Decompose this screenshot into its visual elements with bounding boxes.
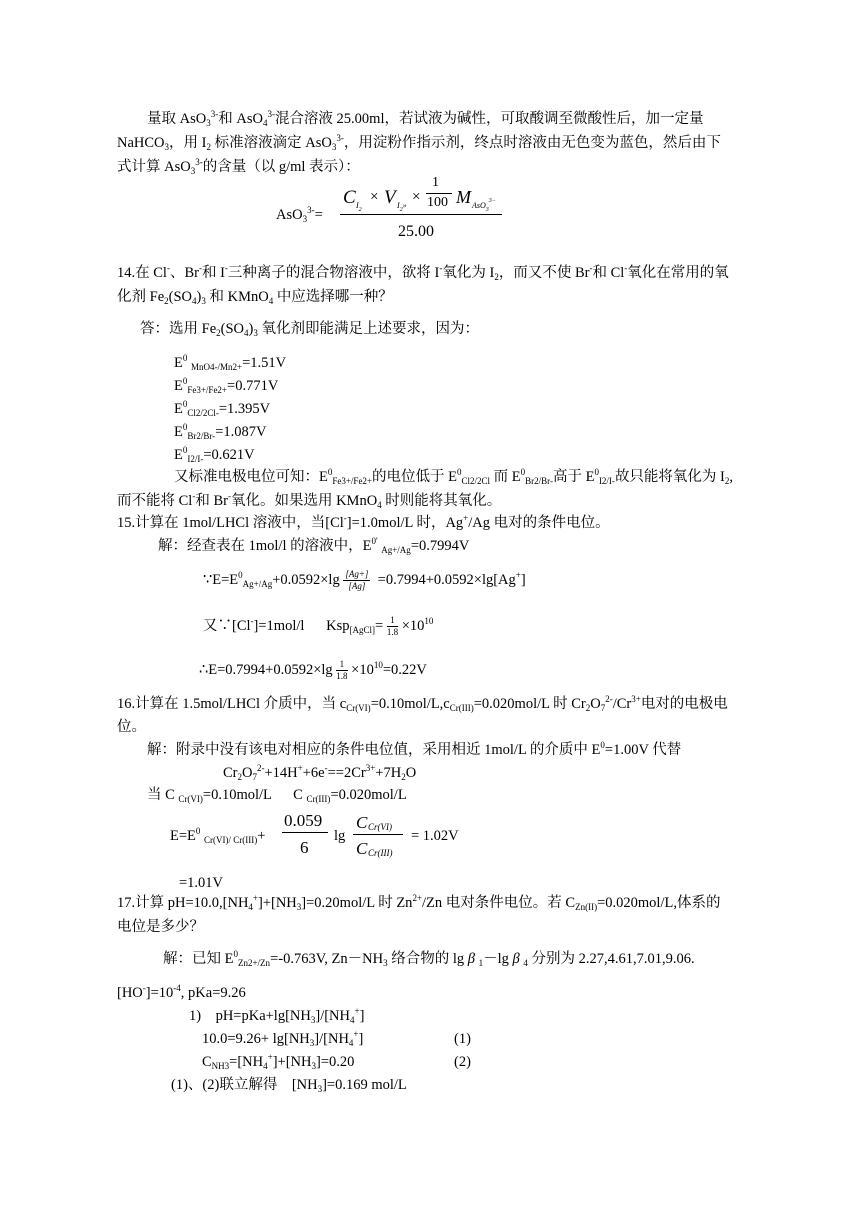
q17-sub-4: (1)、(2)联立解得 $[NH_3]=0.169$ mol/L bbox=[171, 1077, 407, 1094]
q15-step-1: 解：经查表在 1mol/l 的溶液中，$E^{0'}$ $_{Ag+/Ag}$=0.7994V bbox=[158, 536, 470, 555]
q16-result: =1.01V bbox=[179, 875, 224, 891]
formula-denominator: 25.00 bbox=[398, 223, 434, 240]
potential-i: $E^0_{I2/I-}=0.621V$ bbox=[174, 445, 255, 464]
q15-step-3: 又∵[Cl-]=1mol/l Ksp$_{[AgCl]}$= $\frac{1}{1.8}$ $\times 10^{10}$ bbox=[203, 615, 434, 637]
q14-answer: 答：选用 $Fe_2(SO_4)_3$ 氧化剂即能满足上述要求，因为： bbox=[140, 321, 479, 338]
q16-concentrations: 当 C $_{Cr(VI)}$=0.10mol/L C $_{Cr(III)}$=0.020mol/L bbox=[147, 787, 407, 804]
q17-sub-3: $C_{NH3}=[NH_4^+]+[NH_3]=0.20$ bbox=[202, 1052, 355, 1071]
q17-eq-number-2: (2) bbox=[454, 1054, 471, 1070]
q17-eq-number-1: (1) bbox=[454, 1031, 471, 1047]
assay-formula: C $I_2$ × V $I_2$» × 1 100 M AsO$_3^{3-}$ 25.00 bbox=[340, 180, 502, 215]
q16-line-2: 位。 bbox=[117, 719, 146, 735]
q16-line-1: 16.计算在 1.5mol/LHCl 介质中，当 $c_{Cr(VI)}=0.10mol/L,c_{Cr(III)}=0.020mol/L$ 时 $Cr_2O_7^{2-}/Cr^{3+}$电对的电极电 bbox=[117, 694, 728, 713]
potential-br: $E^0_{Br2/Br-}=1.087V$ bbox=[174, 422, 267, 441]
q14-line-2: 化剂 $Fe_2(SO_4)_3$ 和 KMnO$_4$ 中应选择哪一种？ bbox=[117, 289, 393, 306]
q17-line-1: 17.计算 $pH=10.0,[NH_4^+]+[NH_3]=0.20mol/L$ 时 $Zn^{2+}/Zn$ 电对条件电位。若 $C_{Zn(II)}=0.020mol/L$,体系的 bbox=[117, 893, 721, 912]
q16-equation: $E=E^0$ $_{Cr(VI)/ Cr(III)}$+ 0.059 6 lg C Cr(VI) C Cr(III) = 1.02V bbox=[170, 811, 459, 858]
potential-mno4: $E^0$ $_{MnO4-/Mn2+}$=1.51V bbox=[174, 353, 287, 372]
q16-reaction: $Cr_2O_7^{2-}+14H^++6e^-==2Cr^{3+}+7H_2O$ bbox=[223, 763, 417, 782]
potential-fe: $E^0_{Fe3+/Fe2+}=0.771V$ bbox=[174, 376, 279, 395]
q14-conclusion-2: 而不能将 Cl-和 Br-氧化。如果选用 KMnO$_4$ 时则能将其氧化。 bbox=[117, 491, 502, 510]
q16-step-1: 解：附录中没有该电对相应的条件电位值，采用相近 1mol/L 的介质中 $E^0=1.00V$ 代替 bbox=[147, 740, 682, 758]
q17-step-1: 解：已知 $E^0_{Zn2+/Zn}=-0.763V$, $Zn-NH_3$ 络合物的 lg β $_1$－lg β $_4$ 分别为 2.27,4.61,7.01,9.06. bbox=[163, 949, 695, 968]
q14-line-1: 14.在 Cl-、Br-和 I-三种离子的混合物溶液中，欲将 I-氧化为 $I_2$，而又不使 Br-和 Cl-氧化在常用的氧 bbox=[117, 263, 729, 282]
para-line-2: NaHCO$_3$，用 $I_2$ 标准溶液滴定 AsO$_3^{3-}$，用淀粉作指示剂，终点时溶液由无色变为蓝色，然后由下 bbox=[117, 133, 721, 152]
formula-lhs: AsO$_3^{3-}$= bbox=[276, 205, 323, 224]
q17-line-2: 电位是多少？ bbox=[117, 919, 204, 935]
para-line-3: 式计算 AsO$_3^{3-}$的含量（以 g/ml 表示）： bbox=[117, 157, 360, 176]
q17-sub-2: $10.0=9.26+ \lg[NH_3]/[NH_4^+]$ bbox=[202, 1029, 364, 1048]
para-line-1: 量取 AsO$_3^{3-}$和 AsO$_4^{3-}$混合溶液 25.00ml，若试液为碱性，可取酸调至微酸性后，加一定量 bbox=[147, 109, 704, 128]
q17-sub-1: 1) $pH=pKa+\lg[NH_3]/[NH_4^+]$ bbox=[189, 1006, 365, 1025]
q17-step-2: $[HO^-]=10^{-4}$, pKa=9.26 bbox=[117, 983, 246, 1001]
q15-step-2: $\because E=E^0_{Ag+/Ag}+0.0592\times\lg$ $\frac{[Ag+]}{[Ag]}$ =0.7994+0.0592×lg[Ag+] bbox=[203, 569, 526, 591]
q15-step-4: ∴E=0.7994+0.0592×lg $\frac{1}{1.8}$ $\times 10^{10}=0.22V$ bbox=[199, 659, 427, 681]
q15-title: 15.计算在 1mol/LHCl 溶液中，当[Cl-]=1.0mol/L 时，Ag+/Ag 电对的条件电位。 bbox=[117, 513, 610, 531]
potential-cl: $E^0_{Cl2/2Cl-}=1.395V$ bbox=[174, 399, 271, 418]
q14-conclusion-1: 又标准电极电位可知：$E^0_{Fe3+/Fe2+}$的电位低于 $E^0_{Cl2/2Cl}$ 而 $E^0_{Br2/Br-}$高于 $E^0_{I2/I-}$故只能将氧化为 $I_2$, bbox=[174, 467, 734, 486]
